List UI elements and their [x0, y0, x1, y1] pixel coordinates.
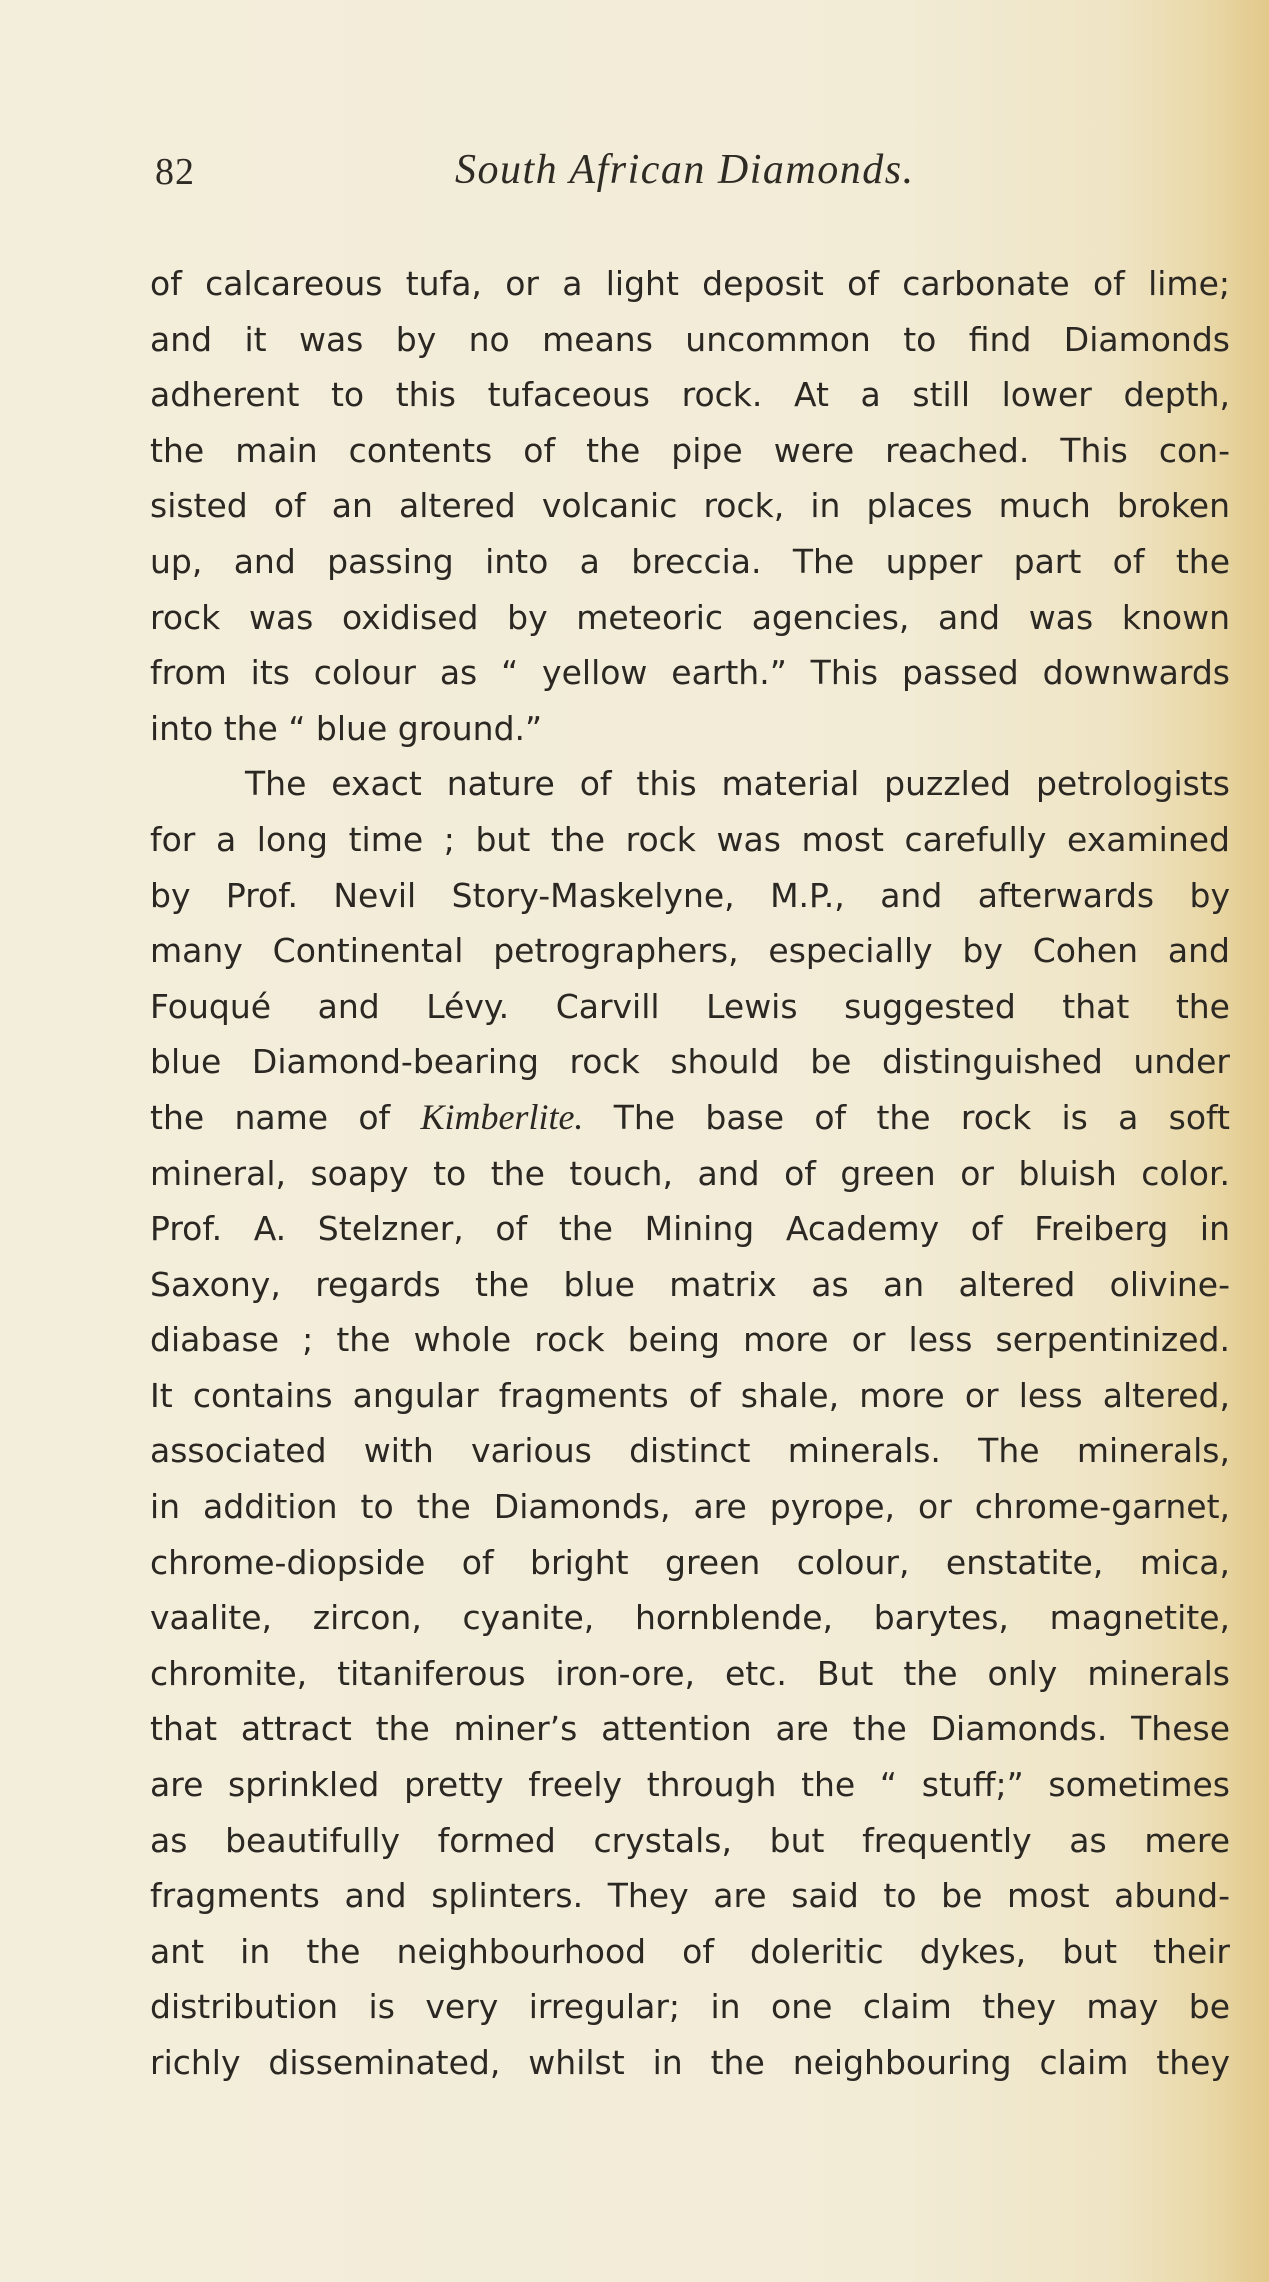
text-line: chromite, titaniferous iron-ore, etc. But the only minerals [150, 1653, 1230, 1693]
text-line: of calcareous tufa, or a light deposit of carbonate of lime; [150, 264, 1230, 303]
page-number: 82 [155, 151, 195, 193]
text-line: sisted of an altered volcanic rock, in places much broken [150, 486, 1230, 526]
text-line: mineral, soapy to the touch, and of green or bluish color. [150, 1153, 1230, 1193]
text-line: fragments and splinters. They are said to be most abund- [150, 1876, 1230, 1916]
text-line: from its colour as “ yellow earth.” This passed downwards [150, 653, 1230, 693]
text-line: are sprinkled pretty freely through the “ stuff;” sometimes [150, 1765, 1230, 1805]
page-header [155, 147, 1255, 210]
text-line: the main contents of the pipe were reached. This con- [150, 430, 1230, 470]
text-line: and it was by no means uncommon to find Diamonds [150, 319, 1230, 359]
text-line: in addition to the Diamonds, are pyrope, or chrome-garnet, [150, 1487, 1230, 1527]
text-line: distribution is very irregular; in one claim they may be [150, 1987, 1230, 2027]
text-line: diabase ; the whole rock being more or less serpentinized. [150, 1320, 1230, 1360]
text-fragment: the name of [150, 1097, 391, 1137]
text-line: Prof. A. Stelzner, of the Mining Academy of Freiberg in [150, 1209, 1230, 1249]
text-line: up, and passing into a breccia. The upper part of the [150, 541, 1230, 581]
text-line-with-term [150, 1090, 1230, 1146]
text-line: chrome-diopside of bright green colour, enstatite, mica, [150, 1542, 1230, 1582]
italic-term: Kimberlite. [420, 1096, 584, 1137]
running-title: South African Diamonds. [455, 147, 915, 193]
text-line: blue Diamond-bearing rock should be distinguished under [150, 1042, 1230, 1082]
text-line-paragraph-end: into the “ blue ground.” [150, 708, 543, 748]
text-line: by Prof. Nevil Story-Maskelyne, M.P., and afterwards by [150, 875, 1230, 915]
body-text [150, 256, 1230, 2091]
text-line: Saxony, regards the blue matrix as an altered olivine- [150, 1264, 1230, 1304]
text-line: that attract the miner’s attention are the Diamonds. These [150, 1709, 1230, 1749]
text-line-paragraph-start: The exact nature of this material puzzled petrologists [245, 764, 1230, 804]
text-line: It contains angular fragments of shale, more or less altered, [150, 1375, 1230, 1415]
text-line: Fouqué and Lévy. Carvill Lewis suggested that the [150, 986, 1230, 1026]
text-line: associated with various distinct minerals. The minerals, [150, 1431, 1230, 1471]
text-line: ant in the neighbourhood of doleritic dykes, but their [150, 1931, 1230, 1971]
text-line: as beautifully formed crystals, but frequently as mere [150, 1820, 1230, 1860]
text-line: many Continental petrographers, especially by Cohen and [150, 931, 1230, 971]
text-line: rock was oxidised by meteoric agencies, and was known [150, 597, 1230, 637]
text-line: for a long time ; but the rock was most carefully examined [150, 819, 1230, 859]
text-line: vaalite, zircon, cyanite, hornblende, barytes, magnetite, [150, 1598, 1230, 1638]
text-line: richly disseminated, whilst in the neighbouring claim they [150, 2043, 1230, 2082]
text-line: adherent to this tufaceous rock. At a still lower depth, [150, 375, 1230, 415]
text-fragment: The base of the rock is a soft [613, 1097, 1230, 1137]
